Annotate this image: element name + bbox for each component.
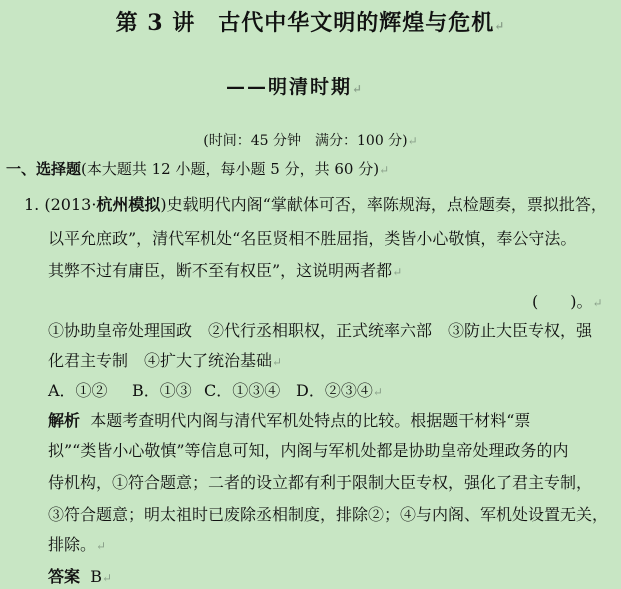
option-line-2: 化君主专制 ④扩大了统治基础↵: [48, 351, 283, 370]
analysis-line-4: ③符合题意；明太祖时已废除丞相制度，排除②；④与内阁、军机处设置无关，: [48, 505, 609, 524]
answer-line: 答案 B↵: [48, 567, 113, 586]
time-info: (时间：45 分钟 满分：100 分)↵: [203, 133, 418, 149]
question-line-2: 以平允庶政”，清代军机处“名臣贤相不胜屈指，类皆小心敬慎，奉公守法。: [48, 229, 577, 248]
answer-blank: ( )。↵: [532, 292, 603, 311]
page-title: 第 3 讲 古代中华文明的辉煌与危机↵: [115, 10, 506, 36]
section-label: 一、选择题: [6, 160, 82, 178]
section-heading: 一、选择题(本大题共 12 小题，每小题 5 分，共 60 分)↵: [6, 160, 390, 178]
answer-value: B: [90, 567, 102, 586]
analysis-line-2: 拟”“类皆小心敬慎”等信息可知，内阁与军机处都是协助皇帝处理政务的内: [48, 441, 569, 460]
choices-row: A．①② B．①③ C．①③④ D．②③④↵: [48, 378, 383, 401]
subtitle: ——明清时期↵: [226, 76, 365, 98]
analysis-line-5: 排除。↵: [48, 535, 107, 554]
choice-a: A．①②: [48, 381, 108, 400]
choice-b: B．①③: [132, 381, 192, 400]
section-note: (本大题共 12 小题，每小题 5 分，共 60 分): [81, 160, 380, 178]
choice-d: D．②③④: [296, 381, 373, 400]
option-line-1: ①协助皇帝处理国政 ②代行丞相职权，正式统率六部 ③防止大臣专权，强: [48, 321, 593, 340]
analysis-line-3: 侍机构，①符合题意；二者的设立都有利于限制大臣专权，强化了君主专制，: [48, 473, 593, 492]
question-source: 杭州模拟: [96, 195, 161, 214]
analysis-line-1: 解析 本题考查明代内阁与清代军机处特点的比较。根据题干材料“票: [48, 411, 531, 430]
analysis-label: 解析: [48, 411, 81, 430]
question-line-1: 1. (2013·杭州模拟)史载明代内阁“掌献体可否，率陈规海，点检题奏，票拟批答，: [24, 195, 607, 214]
choice-c: C．①③④: [204, 381, 281, 400]
answer-label: 答案: [48, 567, 81, 586]
question-line-3: 其弊不过有庸臣，断不至有权臣”，这说明两者都↵: [48, 261, 403, 280]
